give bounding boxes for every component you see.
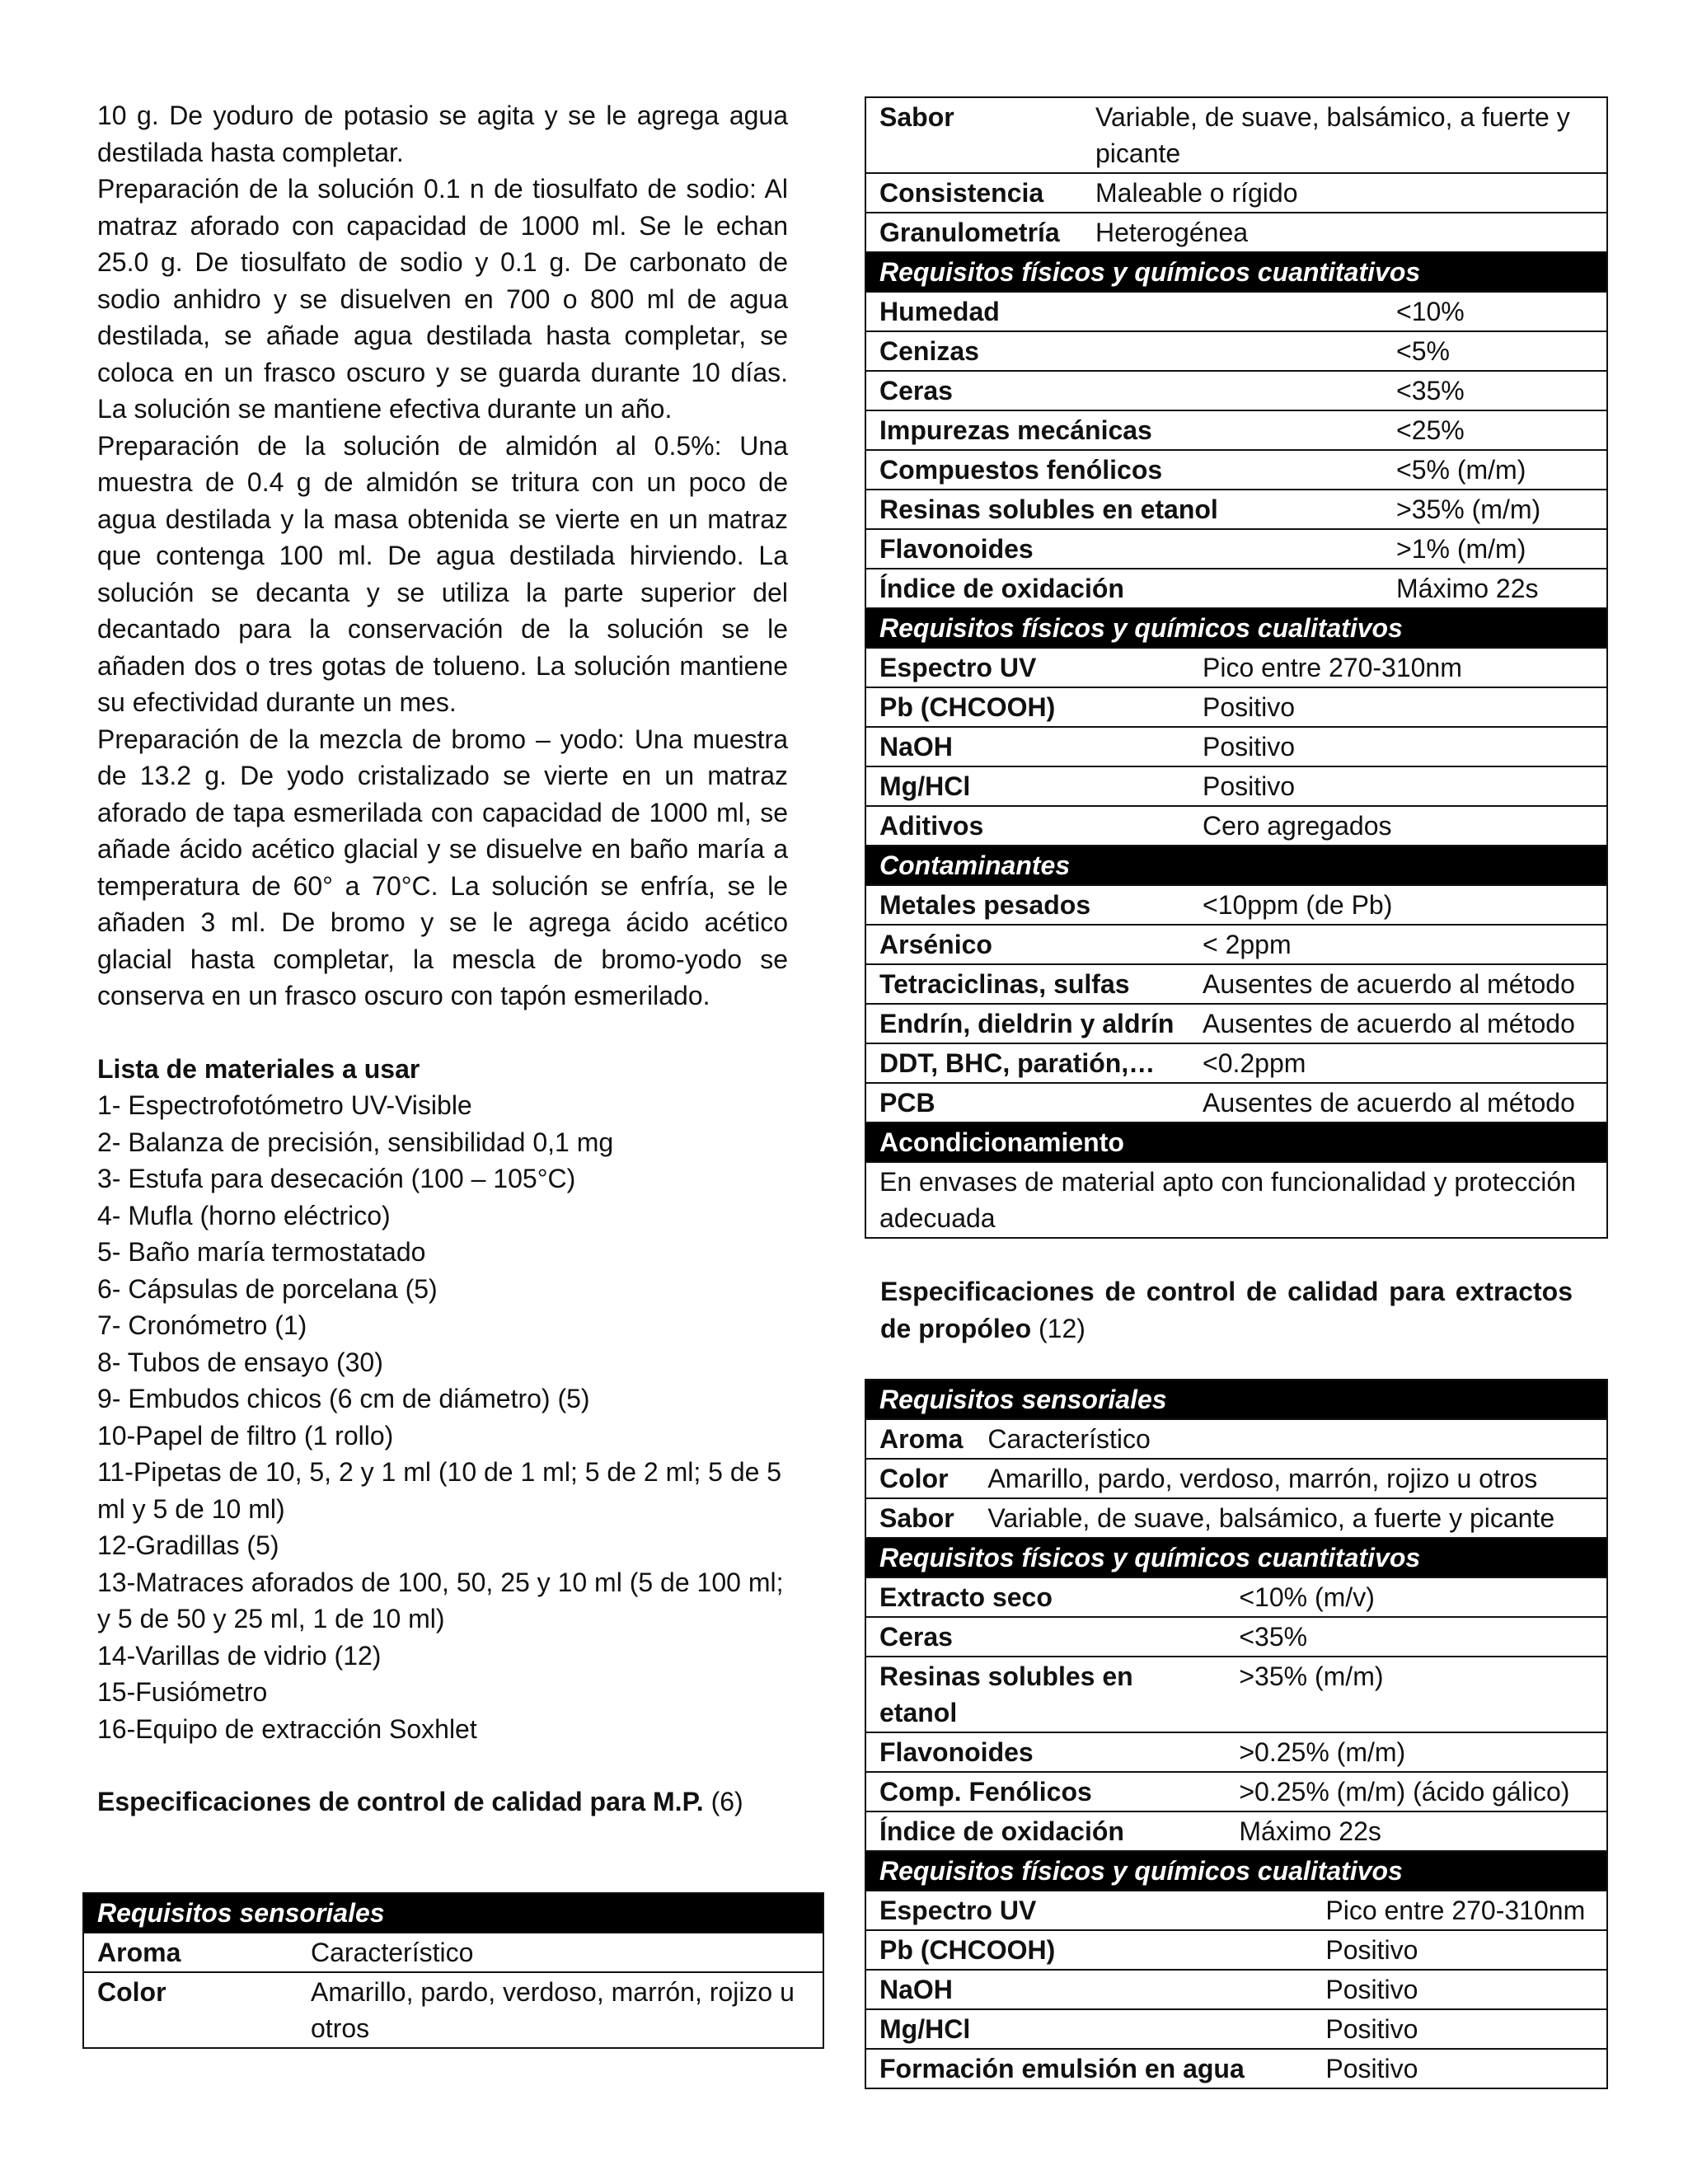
table-section-header: [83, 1893, 823, 1933]
row-value: <5% (m/m): [1383, 450, 1607, 490]
table-section-header: [865, 1122, 1607, 1162]
left-column: [97, 97, 788, 1821]
table-row: [865, 2049, 1607, 2088]
row-value: Positivo: [1312, 1970, 1607, 2009]
table-row: [865, 1577, 1607, 1617]
row-value: Amarillo, pardo, verdoso, marrón, rojizo u otros: [298, 1972, 823, 2048]
acondicionamiento-text: En envases de material apto con funcionalidad y protección adecuada: [865, 1162, 1607, 1238]
row-value: Heterogénea: [1082, 213, 1607, 252]
section-header-cuantitativos: Requisitos físicos y químicos cuantitativos: [865, 1538, 1607, 1577]
row-value: Amarillo, pardo, verdoso, marrón, rojizo u otros: [974, 1459, 1607, 1498]
list-item: 8- Tubos de ensayo (30): [97, 1347, 383, 1377]
row-key: Consistencia: [865, 173, 1082, 213]
extract-heading-ref: (12): [1031, 1313, 1085, 1343]
mp-heading-title: Especificaciones de control de calidad para M.P.: [97, 1787, 704, 1816]
table-row: [865, 885, 1607, 925]
list-item: 14-Varillas de vidrio (12): [97, 1640, 382, 1671]
table-section-header: [865, 252, 1607, 292]
table-row: [865, 1970, 1607, 2009]
row-value: <0.2ppm: [1189, 1043, 1607, 1083]
row-key: NaOH: [865, 727, 1189, 766]
table-row: [865, 569, 1607, 608]
row-key: Resinas solubles en etanol: [865, 1657, 1226, 1732]
row-value: Positivo: [1312, 1930, 1607, 1970]
table-row: [865, 371, 1607, 410]
extract-heading: [880, 1273, 1573, 1347]
row-key: Tetraciclinas, sulfas: [865, 964, 1189, 1004]
table-row: [865, 1732, 1607, 1772]
row-value: Variable, de suave, balsámico, a fuerte y picante: [974, 1498, 1607, 1538]
row-key: Aditivos: [865, 806, 1189, 846]
row-value: Maleable o rígido: [1082, 173, 1607, 213]
table-row: [865, 1043, 1607, 1083]
row-key: Granulometría: [865, 213, 1082, 252]
paragraph-tiosulfato: Preparación de la solución 0.1 n de tiosulfato de sodio: Al matraz aforado con capacidad de 1000 ml. Se le echan 25.0 g. De tiosulfato de sodio y 0.1 g. De carbonato de sodio anhidro y se disuelven en 700 o 800 ml de agua destilada, se añade agua destilada hasta completar, se coloca en un frasco oscuro y se guarda durante 10 días. La solución se mantiene efectiva durante un año.: [97, 174, 788, 424]
row-key: Color: [865, 1459, 974, 1498]
table-section-header: [865, 1538, 1607, 1577]
row-value: Máximo 22s: [1226, 1811, 1607, 1851]
table-row: [83, 1972, 823, 2048]
row-key: Mg/HCl: [865, 766, 1189, 806]
row-key: Formación emulsión en agua: [865, 2049, 1312, 2088]
row-value: <10%: [1383, 292, 1607, 331]
list-item: 10-Papel de filtro (1 rollo): [97, 1420, 394, 1451]
table-row: [865, 331, 1607, 371]
table-row: [865, 1419, 1607, 1459]
row-value: < 2ppm: [1189, 925, 1607, 964]
table-row: [865, 1617, 1607, 1657]
row-value: >0.25% (m/m) (ácido gálico): [1226, 1772, 1607, 1811]
paragraph-bromo-yodo: Preparación de la mezcla de bromo – yodo: Una muestra de 13.2 g. De yodo cristalizado se vierte en un matraz aforado de tapa esmerilada con capacidad de 1000 ml, se añade ácido acético glacial y se disuelve en baño maría a temperatura de 60° a 70°C. La solución se enfría, se le añaden 3 ml. De bromo y se le agrega ácido acético glacial hasta completar, la mescla de bromo-yodo se conserva en un frasco oscuro con tapón esmerilado.: [97, 724, 788, 1010]
table-row: [865, 1083, 1607, 1122]
row-value: >1% (m/m): [1383, 529, 1607, 569]
row-value: >35% (m/m): [1226, 1657, 1607, 1732]
table-row: [865, 213, 1607, 252]
row-key: Espectro UV: [865, 648, 1189, 687]
row-value: Variable, de suave, balsámico, a fuerte y picante: [1082, 97, 1607, 173]
table-row: [865, 1498, 1607, 1538]
mp-heading-ref: (6): [703, 1787, 743, 1816]
section-header-contaminantes: Contaminantes: [865, 846, 1607, 885]
row-key: Color: [83, 1972, 298, 2048]
list-item: 9- Embudos chicos (6 cm de diámetro) (5): [97, 1384, 590, 1413]
table-row: [865, 1811, 1607, 1851]
table-section-header: [865, 1380, 1607, 1419]
row-value: Característico: [298, 1933, 823, 1972]
row-value: Positivo: [1189, 687, 1607, 727]
table-row: [865, 97, 1607, 173]
mp-spec-table-part2: [865, 96, 1608, 1239]
row-value: Máximo 22s: [1383, 569, 1607, 608]
table-row: [865, 173, 1607, 213]
row-value: Característico: [974, 1419, 1607, 1459]
table-row: [865, 648, 1607, 687]
row-key: Comp. Fenólicos: [865, 1772, 1226, 1811]
table-row: [865, 727, 1607, 766]
row-key: Mg/HCl: [865, 2009, 1312, 2049]
row-key: Índice de oxidación: [865, 1811, 1226, 1851]
materials-list: [97, 1087, 788, 1747]
paragraph-almidon: Preparación de la solución de almidón al 0.5%: Una muestra de 0.4 g de almidón se tritura con un poco de agua destilada y la masa obtenida se vierte en un matraz que contenga 100 ml. De agua destilada hirviendo. La solución se decanta y se utiliza la parte superior del decantado para la conservación de la solución se le añaden dos o tres gotas de tolueno. La solución mantiene su efectividad durante un mes.: [97, 430, 788, 717]
table-row: [865, 450, 1607, 490]
section-header-cualitativos: Requisitos físicos y químicos cualitativos: [865, 608, 1607, 648]
table-row: [865, 1772, 1607, 1811]
row-key: PCB: [865, 1083, 1189, 1122]
materials-heading: Lista de materiales a usar: [97, 1053, 420, 1084]
row-key: Cenizas: [865, 331, 1383, 371]
list-item: 1- Espectrofotómetro UV-Visible: [97, 1090, 472, 1120]
table-row: [865, 1930, 1607, 1970]
mp-spec-table-part1: [82, 1892, 824, 2049]
row-value: Positivo: [1312, 2049, 1607, 2088]
row-value: Ausentes de acuerdo al método: [1189, 1004, 1607, 1043]
row-value: <10ppm (de Pb): [1189, 885, 1607, 925]
paragraph-yoduro: 10 g. De yoduro de potasio se agita y se le agrega agua destilada hasta completar.: [97, 101, 788, 167]
section-header-sensorial: Requisitos sensoriales: [865, 1380, 1607, 1419]
list-item: 12-Gradillas (5): [97, 1530, 279, 1560]
table-row: [865, 1162, 1607, 1238]
row-value: >0.25% (m/m): [1226, 1732, 1607, 1772]
row-value: <35%: [1383, 371, 1607, 410]
table-row: [865, 1459, 1607, 1498]
table-section-header: [865, 846, 1607, 885]
row-key: Arsénico: [865, 925, 1189, 964]
row-key: Ceras: [865, 371, 1383, 410]
extract-heading-title: Especificaciones de control de calidad para extractos de propóleo: [880, 1277, 1573, 1343]
row-value: <35%: [1226, 1617, 1607, 1657]
row-key: Metales pesados: [865, 885, 1189, 925]
section-header-cualitativos: Requisitos físicos y químicos cualitativos: [865, 1851, 1607, 1891]
list-item: 13-Matraces aforados de 100, 50, 25 y 10 ml (5 de 100 ml; y 5 de 50 y 25 ml, 1 de 10 ml): [97, 1567, 784, 1633]
row-key: Flavonoides: [865, 1732, 1226, 1772]
table-row: [865, 687, 1607, 727]
row-key: Espectro UV: [865, 1891, 1312, 1930]
table-row: [865, 964, 1607, 1004]
row-key: Índice de oxidación: [865, 569, 1383, 608]
row-value: Positivo: [1189, 766, 1607, 806]
list-item: 2- Balanza de precisión, sensibilidad 0,1 mg: [97, 1127, 614, 1157]
row-key: Pb (CHCOOH): [865, 1930, 1312, 1970]
table-row: [865, 766, 1607, 806]
row-key: Sabor: [865, 97, 1082, 173]
row-value: Positivo: [1189, 727, 1607, 766]
row-value: <10% (m/v): [1226, 1577, 1607, 1617]
mp-heading: [97, 1783, 788, 1821]
row-key: Aroma: [83, 1933, 298, 1972]
list-item: 4- Mufla (horno eléctrico): [97, 1200, 391, 1230]
row-key: Ceras: [865, 1617, 1226, 1657]
row-value: Ausentes de acuerdo al método: [1189, 964, 1607, 1004]
list-item: 3- Estufa para desecación (100 – 105°C): [97, 1164, 576, 1193]
table-row: [865, 1004, 1607, 1043]
row-value: Ausentes de acuerdo al método: [1189, 1083, 1607, 1122]
table-row: [865, 2009, 1607, 2049]
row-key: DDT, BHC, paratión,…: [865, 1043, 1189, 1083]
list-item: 11-Pipetas de 10, 5, 2 y 1 ml (10 de 1 ml; 5 de 2 ml; 5 de 5 ml y 5 de 10 ml): [97, 1457, 782, 1524]
table-row: [865, 490, 1607, 529]
row-key: Impurezas mecánicas: [865, 410, 1383, 450]
list-item: 7- Cronómetro (1): [97, 1310, 307, 1340]
row-value: <25%: [1383, 410, 1607, 450]
row-key: Aroma: [865, 1419, 974, 1459]
row-key: Compuestos fenólicos: [865, 450, 1383, 490]
table-row: [865, 806, 1607, 846]
list-item: 15-Fusiómetro: [97, 1677, 268, 1707]
section-header-acondicionamiento: Acondicionamiento: [865, 1122, 1607, 1162]
row-key: NaOH: [865, 1970, 1312, 2009]
section-header-sensorial: Requisitos sensoriales: [83, 1893, 823, 1933]
table-row: [865, 1891, 1607, 1930]
table-row: [865, 529, 1607, 569]
row-value: Positivo: [1312, 2009, 1607, 2049]
table-row: [865, 292, 1607, 331]
row-key: Sabor: [865, 1498, 974, 1538]
row-key: Resinas solubles en etanol: [865, 490, 1383, 529]
row-value: Cero agregados: [1189, 806, 1607, 846]
table-row: [83, 1933, 823, 1972]
row-value: Pico entre 270-310nm: [1312, 1891, 1607, 1930]
table-section-header: [865, 608, 1607, 648]
row-value: >35% (m/m): [1383, 490, 1607, 529]
row-key: Humedad: [865, 292, 1383, 331]
table-row: [865, 410, 1607, 450]
row-value: Pico entre 270-310nm: [1189, 648, 1607, 687]
table-row: [865, 1657, 1607, 1732]
list-item: 16-Equipo de extracción Soxhlet: [97, 1713, 477, 1744]
section-header-cuantitativos: Requisitos físicos y químicos cuantitativos: [865, 252, 1607, 292]
row-key: Pb (CHCOOH): [865, 687, 1189, 727]
row-key: Extracto seco: [865, 1577, 1226, 1617]
extract-spec-table: [865, 1379, 1608, 2089]
list-item: 5- Baño maría termostatado: [97, 1237, 426, 1267]
list-item: 6- Cápsulas de porcelana (5): [97, 1273, 438, 1304]
row-key: Endrín, dieldrin y aldrín: [865, 1004, 1189, 1043]
table-row: [865, 925, 1607, 964]
table-section-header: [865, 1851, 1607, 1891]
row-key: Flavonoides: [865, 529, 1383, 569]
row-value: <5%: [1383, 331, 1607, 371]
